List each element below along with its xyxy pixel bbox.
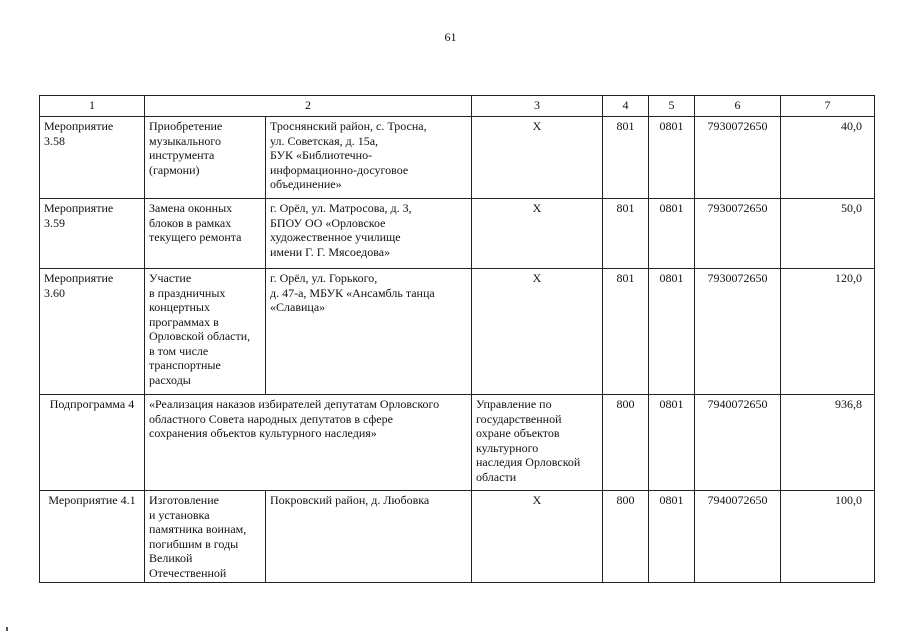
- row-id: Мероприятие 3.60: [40, 269, 145, 395]
- row-col7: 40,0: [781, 117, 875, 199]
- row-col7: 100,0: [781, 491, 875, 583]
- header-col-3: 3: [472, 96, 603, 117]
- table-row: [40, 269, 875, 395]
- row-col6: 7930072650: [695, 199, 781, 269]
- header-col-6: 6: [695, 96, 781, 117]
- row-location: Троснянский район, с. Тросна, ул. Советская, д. 15а, БУК «Библиотечно- информационно-досуговое объединение»: [266, 117, 472, 199]
- row-id: Мероприятие 4.1: [40, 491, 145, 583]
- subprogram-row: [40, 395, 875, 491]
- row-location: г. Орёл, ул. Матросова, д. 3, БПОУ ОО «Орловское художественное училище имени Г. Г. Мясоедова»: [266, 199, 472, 269]
- table-row: [40, 491, 875, 583]
- header-col-1: 1: [40, 96, 145, 117]
- row-col4: 800: [603, 491, 649, 583]
- row-id: Мероприятие 3.58: [40, 117, 145, 199]
- header-col-7: 7: [781, 96, 875, 117]
- table-row: [40, 199, 875, 269]
- row-col5: 0801: [649, 491, 695, 583]
- row-col3: Х: [472, 491, 603, 583]
- row-name: Участие в праздничных концертных программах в Орловской области, в том числе транспортные расходы: [145, 269, 266, 395]
- row-col6: 7930072650: [695, 117, 781, 199]
- row-id: Мероприятие 3.59: [40, 199, 145, 269]
- row-name: Приобретение музыкального инструмента (гармони): [145, 117, 266, 199]
- subprogram-id: Подпрограмма 4: [40, 395, 145, 491]
- row-col6: 7940072650: [695, 491, 781, 583]
- subprogram-col3: Управление по государственной охране объектов культурного наследия Орловской области: [472, 395, 603, 491]
- subprogram-col6: 7940072650: [695, 395, 781, 491]
- subprogram-title: «Реализация наказов избирателей депутатам Орловского областного Совета народных депутатов в сфере сохранения объектов культурного наследия»: [145, 395, 472, 491]
- row-name: Замена оконных блоков в рамках текущего ремонта: [145, 199, 266, 269]
- subprogram-col4: 800: [603, 395, 649, 491]
- subprogram-col5: 0801: [649, 395, 695, 491]
- row-col7: 120,0: [781, 269, 875, 395]
- row-location: г. Орёл, ул. Горького, д. 47-а, МБУК «Ансамбль танца «Славица»: [266, 269, 472, 395]
- budget-table: [39, 95, 875, 583]
- table-row: [40, 117, 875, 199]
- header-col-4: 4: [603, 96, 649, 117]
- row-name: Изготовление и установка памятника воинам, погибшим в годы Великой Отечественной: [145, 491, 266, 583]
- scan-mark: [6, 627, 8, 631]
- row-col3: Х: [472, 199, 603, 269]
- row-col6: 7930072650: [695, 269, 781, 395]
- row-col5: 0801: [649, 199, 695, 269]
- header-col-5: 5: [649, 96, 695, 117]
- row-col4: 801: [603, 199, 649, 269]
- row-location: Покровский район, д. Любовка: [266, 491, 472, 583]
- header-row: [40, 96, 875, 117]
- row-col4: 801: [603, 117, 649, 199]
- page-number: 61: [444, 30, 457, 44]
- subprogram-col7: 936,8: [781, 395, 875, 491]
- row-col3: Х: [472, 117, 603, 199]
- header-col-2: 2: [145, 96, 472, 117]
- row-col5: 0801: [649, 269, 695, 395]
- row-col4: 801: [603, 269, 649, 395]
- row-col5: 0801: [649, 117, 695, 199]
- row-col7: 50,0: [781, 199, 875, 269]
- row-col3: Х: [472, 269, 603, 395]
